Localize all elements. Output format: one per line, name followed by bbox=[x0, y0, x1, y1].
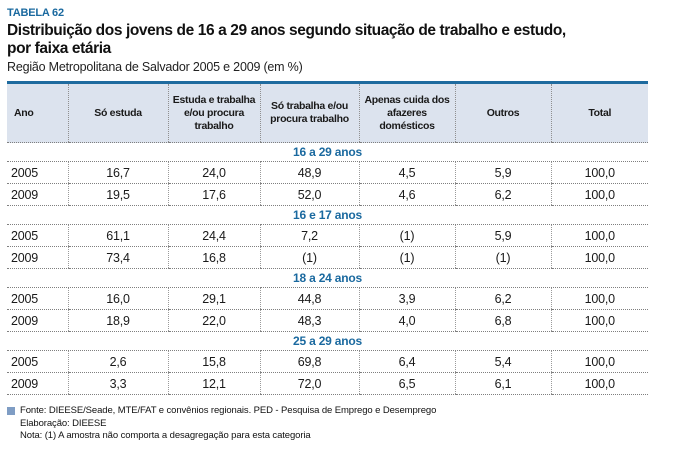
table-row bbox=[7, 351, 648, 373]
table-cell: 3,3 bbox=[68, 373, 168, 395]
group-row-16-a-29 bbox=[7, 143, 648, 162]
cell-year: 2005 bbox=[7, 162, 68, 184]
column-header-total: Total bbox=[551, 83, 648, 143]
table-cell: 5,9 bbox=[455, 225, 551, 247]
column-header-ano: Ano bbox=[7, 83, 68, 143]
source-text: Fonte: DIEESE/Seade, MTE/FAT e convênios regionais. PED - Pesquisa de Emprego e Desemprego bbox=[20, 405, 437, 416]
table-subtitle: Região Metropolitana de Salvador 2005 e 2009 (em %) bbox=[7, 60, 303, 74]
table-row bbox=[7, 310, 648, 332]
table-cell: 72,0 bbox=[260, 373, 359, 395]
table-title-line2: por faixa etária bbox=[7, 40, 111, 57]
table-cell: 44,8 bbox=[260, 288, 359, 310]
table-cell: 6,2 bbox=[455, 184, 551, 206]
table-cell: 17,6 bbox=[168, 184, 260, 206]
table-cell: 100,0 bbox=[551, 310, 648, 332]
cell-year: 2005 bbox=[7, 288, 68, 310]
table-number-label: TABELA 62 bbox=[7, 7, 64, 19]
cell-year: 2009 bbox=[7, 184, 68, 206]
table-cell: 6,1 bbox=[455, 373, 551, 395]
table-cell: 48,3 bbox=[260, 310, 359, 332]
table-cell: (1) bbox=[359, 247, 455, 269]
table-cell: 19,5 bbox=[68, 184, 168, 206]
table-row bbox=[7, 184, 648, 206]
table-cell: 6,8 bbox=[455, 310, 551, 332]
table-row bbox=[7, 162, 648, 184]
table-cell: (1) bbox=[260, 247, 359, 269]
table-cell: 61,1 bbox=[68, 225, 168, 247]
table-cell: 73,4 bbox=[68, 247, 168, 269]
column-header-estuda-e-trabalha: Estuda e trabalha e/ou procura trabalho bbox=[168, 83, 260, 143]
table-cell: 4,6 bbox=[359, 184, 455, 206]
group-row-16-e-17 bbox=[7, 206, 648, 225]
source-line bbox=[7, 405, 700, 418]
table-cell: 16,8 bbox=[168, 247, 260, 269]
table-cell: 6,4 bbox=[359, 351, 455, 373]
header-row bbox=[7, 83, 648, 143]
table-cell: 4,5 bbox=[359, 162, 455, 184]
table-footnotes bbox=[7, 405, 700, 443]
table-title-line1: Distribuição dos jovens de 16 a 29 anos segundo situação de trabalho e estudo, bbox=[7, 22, 566, 39]
table-cell: 5,9 bbox=[455, 162, 551, 184]
table-cell: 4,0 bbox=[359, 310, 455, 332]
table-cell: 29,1 bbox=[168, 288, 260, 310]
table-row bbox=[7, 373, 648, 395]
cell-year: 2009 bbox=[7, 310, 68, 332]
table-row bbox=[7, 288, 648, 310]
table-cell: 16,0 bbox=[68, 288, 168, 310]
column-header-afazeres-domesticos: Apenas cuida dos afazeres domésticos bbox=[359, 83, 455, 143]
table-cell: (1) bbox=[359, 225, 455, 247]
table-cell: 24,0 bbox=[168, 162, 260, 184]
table-cell: 12,1 bbox=[168, 373, 260, 395]
column-header-outros: Outros bbox=[455, 83, 551, 143]
table-row bbox=[7, 225, 648, 247]
group-label-18-a-24: 18 a 24 anos bbox=[7, 269, 648, 288]
note-text: Nota: (1) A amostra não comporta a desagregação para esta categoria bbox=[20, 430, 311, 441]
table-cell: (1) bbox=[455, 247, 551, 269]
table-cell: 16,7 bbox=[68, 162, 168, 184]
cell-year: 2005 bbox=[7, 225, 68, 247]
table-cell: 100,0 bbox=[551, 247, 648, 269]
cell-year: 2009 bbox=[7, 373, 68, 395]
table-cell: 7,2 bbox=[260, 225, 359, 247]
table-title bbox=[7, 22, 700, 58]
table-cell: 6,5 bbox=[359, 373, 455, 395]
table-cell: 22,0 bbox=[168, 310, 260, 332]
table-cell: 100,0 bbox=[551, 184, 648, 206]
table-cell: 24,4 bbox=[168, 225, 260, 247]
table-cell: 6,2 bbox=[455, 288, 551, 310]
source-bullet-icon bbox=[7, 407, 15, 415]
table-cell: 52,0 bbox=[260, 184, 359, 206]
table-cell: 5,4 bbox=[455, 351, 551, 373]
cell-year: 2009 bbox=[7, 247, 68, 269]
table-cell: 69,8 bbox=[260, 351, 359, 373]
group-row-25-a-29 bbox=[7, 332, 648, 351]
table-cell: 48,9 bbox=[260, 162, 359, 184]
table-cell: 100,0 bbox=[551, 162, 648, 184]
group-label-25-a-29: 25 a 29 anos bbox=[7, 332, 648, 351]
group-label-16-a-29: 16 a 29 anos bbox=[7, 143, 648, 162]
table-cell: 3,9 bbox=[359, 288, 455, 310]
table-cell: 100,0 bbox=[551, 288, 648, 310]
group-row-18-a-24 bbox=[7, 269, 648, 288]
table-row bbox=[7, 247, 648, 269]
table-cell: 100,0 bbox=[551, 225, 648, 247]
column-header-so-estuda: Só estuda bbox=[68, 83, 168, 143]
column-header-so-trabalha: Só trabalha e/ou procura trabalho bbox=[260, 83, 359, 143]
elaboration-text: Elaboração: DIEESE bbox=[20, 417, 107, 429]
youth-distribution-table bbox=[7, 81, 648, 395]
table-cell: 2,6 bbox=[68, 351, 168, 373]
table-cell: 100,0 bbox=[551, 351, 648, 373]
group-label-16-e-17: 16 e 17 anos bbox=[7, 206, 648, 225]
table-cell: 100,0 bbox=[551, 373, 648, 395]
table-cell: 15,8 bbox=[168, 351, 260, 373]
table-cell: 18,9 bbox=[68, 310, 168, 332]
cell-year: 2005 bbox=[7, 351, 68, 373]
